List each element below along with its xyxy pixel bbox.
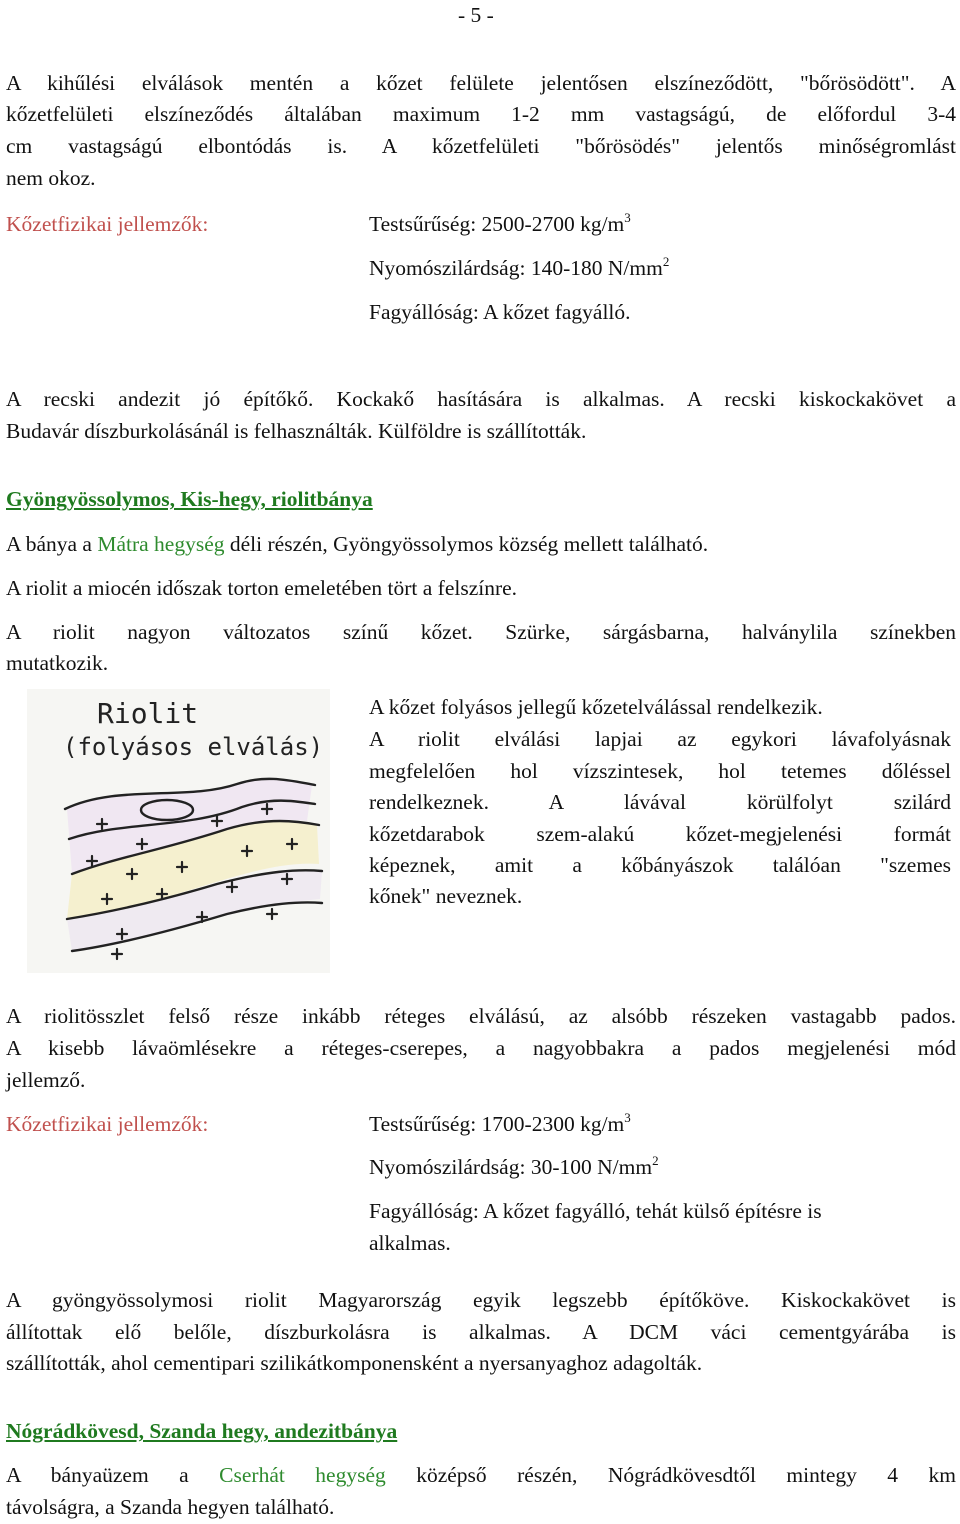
paragraph-line: A riolit nagyon változatos színű kőzet. Szürke, sárgásbarna, halványlila színekben	[6, 620, 956, 644]
paragraph-line: A riolit a miocén időszak torton emeletében tört a felszínre.	[6, 576, 518, 600]
unit-superscript: 2	[652, 1153, 659, 1168]
sketch-title: Riolit	[97, 697, 199, 730]
figure-text-line: A riolit elválási lapjai az egykori lávafolyásnak	[369, 727, 951, 751]
text: déli részén, Gyöngyössolymos község mellett található.	[224, 532, 709, 556]
strength-text: Nyomószilárdság: 140-180 N/mm	[369, 256, 663, 280]
text: A bányaüzem a	[6, 1463, 220, 1487]
section-heading: Nógrádkövesd, Szanda hegy, andezitbánya	[6, 1419, 398, 1443]
rhyolite-sketch	[27, 689, 330, 973]
figure-text-line: megfelelően hol vízszintesek, hol tetemes dőléssel	[369, 759, 951, 783]
sketch-subtitle: (folyásos elválás)	[63, 733, 324, 761]
density-value	[369, 211, 631, 237]
text: A bánya a	[6, 532, 98, 556]
properties-label: Kőzetfizikai jellemzők:	[6, 1112, 209, 1136]
place-link[interactable]: Mátra hegység	[97, 532, 225, 556]
paragraph-line: A kihűlési elválások mentén a kőzet felülete jelentősen elszíneződött, "bőrösödött". A	[6, 71, 956, 95]
figure-text-line: kőzetdarabok szem-alakú kőzet-megjelenési formát	[369, 822, 951, 846]
paragraph-line: szállították, ahol cementipari szilikátkomponensként a nyersanyaghoz adagolták.	[6, 1351, 703, 1375]
page-number: - 5 -	[458, 3, 494, 27]
unit-superscript: 3	[624, 1110, 631, 1125]
figure-text-line: kőnek" neveznek.	[369, 884, 523, 908]
strength-value	[369, 255, 669, 281]
text: középső részén, Nógrádkövesdtől mintegy 4 km	[385, 1463, 956, 1487]
density-value	[369, 1111, 631, 1137]
paragraph-line: kőzetfelületi elszíneződés általában maximum 1-2 mm vastagságú, de előfordul 3-4	[6, 102, 956, 126]
paragraph-line: A gyöngyössolymosi riolit Magyarország egyik legszebb építőköve. Kiskockakövet is	[6, 1288, 956, 1312]
figure-text-line: rendelkeznek. A lávával körülfolyt szilárd	[369, 790, 951, 814]
unit-superscript: 2	[662, 254, 670, 269]
paragraph-line: A kisebb lávaömlésekre a réteges-cserepes, a nagyobbakra a pados megjelenési mód	[6, 1036, 956, 1060]
frost-value-cont: alkalmas.	[369, 1231, 451, 1255]
paragraph-line: jellemző.	[6, 1068, 86, 1092]
paragraph-line	[6, 531, 708, 557]
frost-value: Fagyállóság: A kőzet fagyálló, tehát külső építésre is	[369, 1199, 822, 1223]
figure-text-line: képeznek, amit a kőbányászok találóan "szemes	[369, 853, 951, 877]
paragraph-line: mutatkozik.	[6, 651, 109, 675]
frost-value: Fagyállóság: A kőzet fagyálló.	[369, 300, 631, 324]
section-heading: Gyöngyössolymos, Kis-hegy, riolitbánya	[6, 487, 373, 511]
density-text: Testsűrűség: 2500-2700 kg/m	[369, 212, 625, 236]
paragraph-line: távolságra, a Szanda hegyen található.	[6, 1495, 335, 1519]
strength-text: Nyomószilárdság: 30-100 N/mm	[369, 1155, 653, 1179]
density-text: Testsűrűség: 1700-2300 kg/m	[369, 1112, 625, 1136]
place-link[interactable]: Cserhát hegység	[219, 1463, 386, 1487]
properties-label: Kőzetfizikai jellemzők:	[6, 212, 209, 236]
paragraph-line: Budavár díszburkolásánál is felhasználták. Külföldre is szállították.	[6, 419, 587, 443]
paragraph-line: nem okoz.	[6, 166, 96, 190]
unit-superscript: 3	[624, 210, 631, 225]
paragraph-line: A recski andezit jó építőkő. Kockakő hasítására is alkalmas. A recski kiskockakövet a	[6, 387, 956, 411]
strength-value	[369, 1154, 659, 1180]
paragraph-line: állítottak elő belőle, díszburkolásra is alkalmas. A DCM váci cementgyárába is	[6, 1320, 956, 1344]
paragraph-line: cm vastagságú elbontódás is. A kőzetfelületi "bőrösödés" jelentős minőségromlást	[6, 134, 956, 158]
paragraph-line	[6, 1462, 956, 1488]
paragraph-line: A riolitösszlet felső része inkább réteges elválású, az alsóbb részeken vastagabb pados.	[6, 1004, 956, 1028]
sketch-drawing	[27, 689, 330, 973]
figure-text-line: A kőzet folyásos jellegű kőzetelválással rendelkezik.	[369, 695, 823, 719]
